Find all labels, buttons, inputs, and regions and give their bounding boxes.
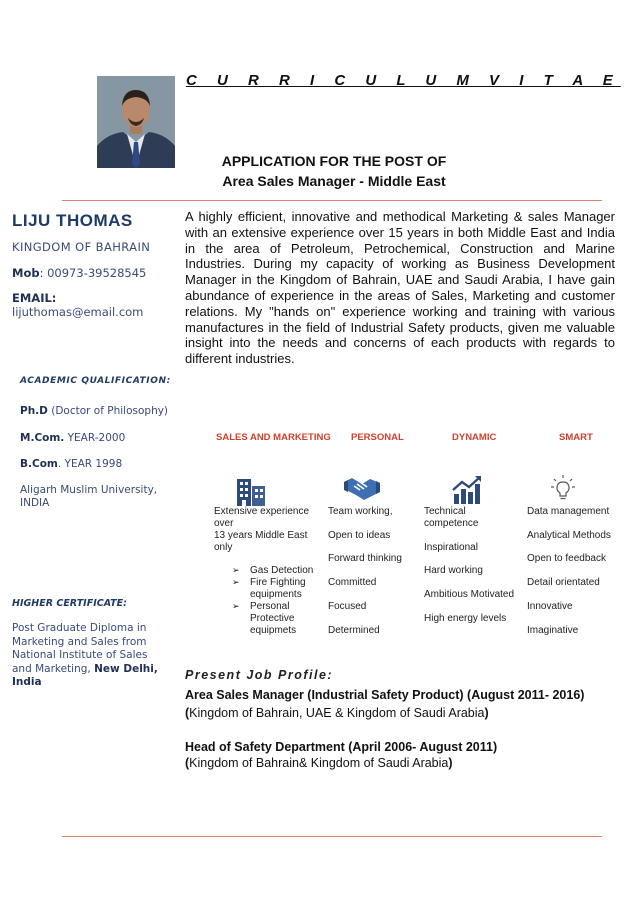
building-icon [234,473,268,507]
personal-trait: Forward thinking [328,553,402,564]
application-post: Area Sales Manager - Middle East [222,173,446,189]
job2-title [185,740,497,754]
personal-trait: Focused [328,601,367,612]
degree-detail: . YEAR 1998 [57,458,123,470]
trait-heading-personal: PERSONAL [351,432,404,443]
dynamic-trait: Ambitious Motivated [424,589,515,600]
paren-close: ) [484,706,489,720]
handshake-icon [342,470,382,504]
personal-trait: Open to ideas [328,530,391,541]
profile-summary: A highly efficient, innovative and methodical Marketing & sales Manager with an extensive experience over 15 years in both Middle East and India in the area of Petroleum, Petrochemical, Construction and Marine Industries. During my capacity of working as Business Development Manager in the Kingdom of Bahrain, UAE and Saudi Arabia, I have gain abundance of experience in the areas of Sales, Marketing and customer relations. My "hands on" experience working and training with various manufactures in the field of Industrial Safety products, given me valuable insight into the needs and concerns of each products with regards to different industries. [185,209,615,367]
smart-trait: Data management [527,506,610,517]
job2-location-text: Kingdom of Bahrain& Kingdom of Saudi Arabia [189,756,449,770]
smart-trait: Open to feedback [527,553,606,564]
sales-column [214,506,320,554]
candidate-location: KINGDOM OF BAHRAIN [12,240,151,254]
degree-mcom [20,432,125,444]
paren-open: ( [185,756,190,770]
lightbulb-icon [550,474,576,508]
application-title: APPLICATION FOR THE POST OF [221,153,447,169]
mobile-label: Mob [12,266,40,280]
personal-trait: Team working, [328,506,393,517]
sales-bullets [228,565,324,637]
job2-title-text: Head of Safety Department (April 2006- August 2011) [185,740,498,754]
dynamic-trait: Inspirational [424,542,478,553]
dynamic-trait: High energy levels [424,613,507,624]
personal-trait: Committed [328,577,377,588]
top-divider [62,200,602,201]
dynamic-trait: Hard working [424,565,483,576]
academic-heading: ACADEMIC QUALIFICATION: [20,376,171,386]
smart-trait: Detail orientated [527,577,600,588]
dynamic-trait: Technical competence [424,506,479,529]
university: Aligarh Muslim University, INDIA [20,484,158,509]
mobile-number [12,266,146,280]
job1-title-text: Area Sales Manager (Industrial Safety Product) (August 2011- 2016) [185,688,585,702]
certificate-description: Post Graduate Diploma in Marketing and Sales from National Institute of Sales and Marketing, [12,622,148,675]
smart-trait: Imaginative [527,625,579,636]
bottom-divider [62,836,602,837]
mobile-value: : 00973-39528545 [39,266,147,280]
job2-location [185,756,453,770]
sales-intro-line: Extensive experience over [214,506,310,529]
candidate-name: LIJU THOMAS [12,211,133,230]
growth-chart-icon [450,472,484,506]
degree-detail: (Doctor of Philosophy) [47,405,169,417]
sales-bullet: ➢ Gas Detection [228,565,324,577]
trait-heading-sales: SALES AND MARKETING [216,432,331,443]
job-profile-heading: Present Job Profile: [185,668,334,682]
email-value[interactable]: lijuthomas@email.com [12,305,144,319]
smart-trait: Analytical Methods [527,530,611,541]
trait-heading-smart: SMART [559,432,593,443]
personal-trait: Determined [328,625,380,636]
certificate-place: New Delhi, India [12,662,158,689]
sales-bullet: ➢ Personal Protective equipmets [228,601,324,637]
job1-location [185,706,489,720]
sales-bullet: ➢ Fire Fighting equipments [228,577,324,601]
job1-location-text: Kingdom of Bahrain, UAE & Kingdom of Saudi Arabia [189,706,485,720]
trait-heading-dynamic: DYNAMIC [452,432,497,443]
job1-title [185,688,584,702]
email-label: EMAIL: [12,291,57,305]
sales-intro-line: 13 years Middle East only [214,530,308,553]
higher-certificate-text [12,622,162,690]
degree-name: B.Com [20,458,58,470]
smart-trait: Innovative [527,601,573,612]
higher-certificate-heading: HIGHER CERTIFICATE: [12,598,127,609]
degree-phd [20,405,168,417]
cv-title: C U R R I C U L U M V I T A E [186,72,621,89]
paren-close: ) [448,756,453,770]
paren-open: ( [185,706,190,720]
degree-name: M.Com. [20,432,65,444]
degree-name: Ph.D [20,405,48,417]
degree-detail: YEAR-2000 [64,432,126,444]
degree-bcom [20,458,122,470]
